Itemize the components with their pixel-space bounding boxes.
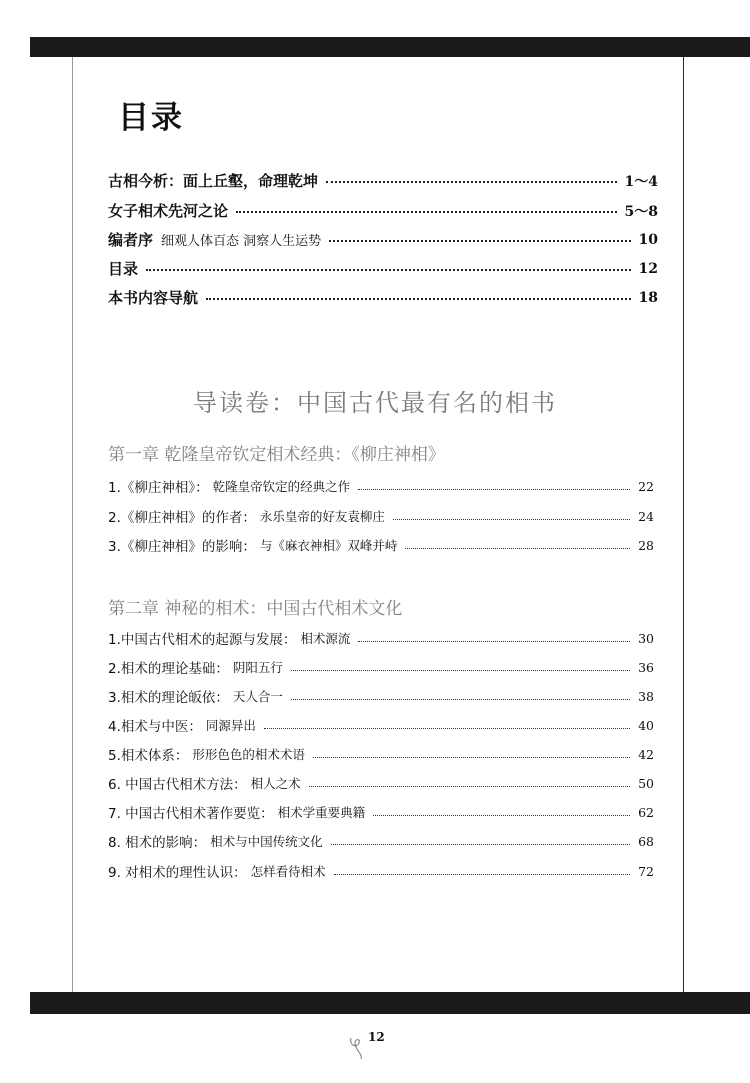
entry-subtitle: 相人之术 — [250, 776, 301, 791]
dot-leader — [393, 519, 630, 520]
entry-title: 9. 对相术的理性认识： — [108, 865, 247, 881]
entry-subtitle: 乾隆皇帝钦定的经典之作 — [212, 479, 351, 494]
page-title: 目录 — [118, 100, 184, 136]
entry-title: 3.《柳庄神相》的影响： — [108, 539, 256, 555]
entry-subtitle: 形形色色的相术术语 — [192, 747, 305, 762]
entry-subtitle: 相术与中国传统文化 — [210, 834, 323, 849]
entry-page: 50 — [638, 775, 654, 791]
entry-page: 18 — [638, 289, 658, 306]
entry-page: 36 — [638, 659, 654, 675]
entry-page: 10 — [638, 231, 658, 248]
entry-subtitle: 相术源流 — [300, 631, 351, 646]
entry-page: 38 — [638, 688, 654, 704]
entry-page: 72 — [638, 863, 654, 879]
entry-title: 7. 中国古代相术著作要览： — [108, 806, 274, 822]
volume-title: 导读卷：中国古代最有名的相书 — [193, 389, 557, 417]
entry-title: 古相今析：面上丘壑，命理乾坤 — [108, 172, 319, 190]
toc-entry[interactable] — [108, 170, 658, 191]
entry-title: 2.《柳庄神相》的作者： — [108, 510, 256, 526]
toc-entry[interactable] — [108, 287, 658, 308]
entry-page: 1～4 — [624, 173, 658, 190]
entry-page: 42 — [638, 746, 654, 762]
dot-leader — [236, 211, 617, 213]
toc-entry[interactable] — [108, 657, 654, 677]
entry-page: 40 — [638, 717, 654, 733]
entry-page: 5～8 — [624, 203, 658, 220]
dot-leader — [331, 844, 630, 845]
entry-title: 8. 相术的影响： — [108, 835, 207, 851]
entry-title: 4.相术与中医： — [108, 719, 202, 735]
dot-leader — [313, 757, 630, 758]
entry-title: 本书内容导航 — [108, 289, 199, 307]
entry-subtitle: 阴阳五行 — [232, 660, 283, 675]
entry-subtitle: 与《麻衣神相》双峰并峙 — [259, 538, 398, 553]
dot-leader — [329, 240, 630, 242]
entry-page: 62 — [638, 804, 654, 820]
toc-entry[interactable] — [108, 258, 658, 279]
dot-leader — [291, 670, 630, 671]
page-number: 12 — [368, 1030, 385, 1044]
dot-leader — [264, 728, 630, 729]
entry-subtitle: 怎样看待相术 — [250, 864, 326, 879]
entry-title: 目录 — [108, 260, 139, 278]
bottom-decorative-band — [30, 992, 750, 1014]
entry-page: 22 — [638, 478, 654, 494]
entry-page: 12 — [638, 260, 658, 277]
dot-leader — [358, 489, 630, 490]
right-margin-rule — [683, 57, 684, 992]
entry-subtitle: 天人合一 — [232, 689, 283, 704]
toc-entry[interactable] — [108, 200, 658, 221]
entry-page: 24 — [638, 508, 654, 524]
dot-leader — [358, 641, 630, 642]
dot-leader — [334, 874, 630, 875]
entry-subtitle: 同源异出 — [205, 718, 256, 733]
entry-title: 5.相术体系： — [108, 748, 189, 764]
entry-page: 68 — [638, 833, 654, 849]
dot-leader — [206, 298, 631, 300]
entry-subtitle: 细观人体百态 洞察人生运势 — [161, 234, 322, 249]
entry-title: 1.中国古代相术的起源与发展： — [108, 632, 297, 648]
top-decorative-band — [30, 37, 750, 57]
toc-entry[interactable] — [108, 229, 658, 250]
entry-page: 30 — [638, 630, 654, 646]
chapter-2-title: 第二章 神秘的相术：中国古代相术文化 — [108, 599, 403, 619]
dot-leader — [326, 181, 617, 183]
entry-subtitle: 永乐皇帝的好友袁柳庄 — [259, 509, 385, 524]
entry-subtitle: 相术学重要典籍 — [277, 805, 366, 820]
toc-entry[interactable] — [108, 535, 654, 555]
dot-leader — [309, 786, 630, 787]
entry-title: 编者序 — [108, 231, 154, 249]
dot-leader — [373, 815, 630, 816]
left-margin-rule — [72, 57, 73, 992]
dot-leader — [146, 269, 631, 271]
toc-entry[interactable] — [108, 744, 654, 764]
swirl-ornament-icon — [347, 1034, 369, 1060]
toc-entry[interactable] — [108, 715, 654, 735]
dot-leader — [405, 548, 630, 549]
entry-title: 3.相术的理论皈依： — [108, 690, 229, 706]
entry-title: 1.《柳庄神相》： — [108, 480, 209, 496]
toc-entry[interactable] — [108, 773, 654, 793]
toc-entry[interactable] — [108, 861, 654, 881]
toc-entry[interactable] — [108, 831, 654, 851]
toc-entry[interactable] — [108, 476, 654, 496]
chapter-1-title: 第一章 乾隆皇帝钦定相术经典：《柳庄神相》 — [108, 445, 445, 465]
toc-entry[interactable] — [108, 628, 654, 648]
toc-entry[interactable] — [108, 802, 654, 822]
entry-page: 28 — [638, 537, 654, 553]
toc-entry[interactable] — [108, 686, 654, 706]
entry-title: 6. 中国古代相术方法： — [108, 777, 247, 793]
entry-title: 女子相术先河之论 — [108, 202, 229, 220]
toc-entry[interactable] — [108, 506, 654, 526]
entry-title: 2.相术的理论基础： — [108, 661, 229, 677]
dot-leader — [291, 699, 630, 700]
